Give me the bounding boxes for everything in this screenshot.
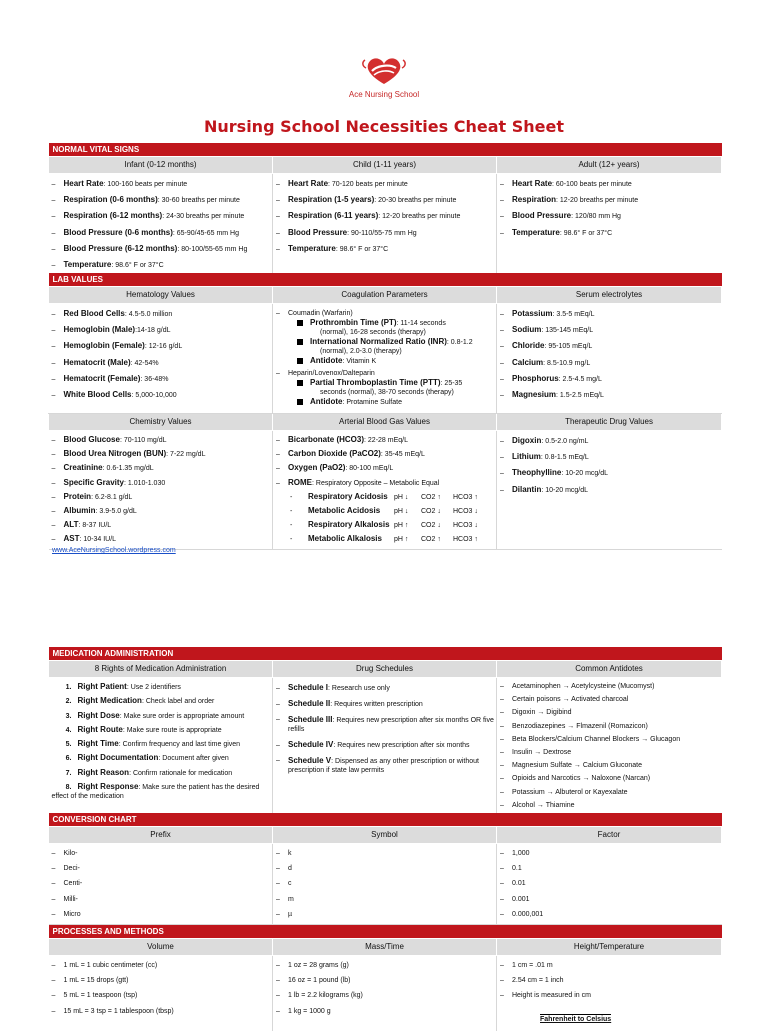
acid-base-row: - Metabolic Alkalosis pH ↑ CO2 ↑ HCO3 ↑ — [290, 534, 478, 544]
column-header: Infant (0-12 months) — [49, 157, 273, 174]
list-item: 8. Right Response: Make sure the patient has the desired effect of the medication — [51, 782, 260, 801]
arrow-right-icon: → — [546, 788, 554, 796]
column-header: Adult (12+ years) — [497, 157, 722, 174]
list-item: – 1 lb = 2.2 kilograms (kg) — [276, 992, 363, 1000]
list-item: – Dilantin: 10-20 mcg/dL — [500, 484, 589, 494]
list-item: – µ — [276, 910, 293, 918]
column-header: Mass/Time — [273, 939, 497, 956]
list-item: Partial Thromboplastin Time (PTT): 25-35 — [276, 378, 494, 388]
acid-base-row: - Metabolic Acidosis pH ↓ CO2 ↓ HCO3 ↓ — [290, 506, 478, 516]
section-heading: NORMAL VITAL SIGNS — [49, 143, 722, 157]
infant-vitals — [49, 174, 273, 278]
adult-vitals — [497, 174, 722, 278]
list-item: Prothrombin Time (PT): 11-14 seconds — [276, 318, 494, 328]
list-item: – Red Blood Cells: 4.5-5.0 million — [51, 309, 173, 318]
list-item: – Digoxin → Digibind — [500, 709, 572, 717]
serum-electrolytes — [497, 304, 722, 414]
list-item: 7. Right Reason: Confirm rationale for medication — [65, 767, 233, 777]
acid-base-row: - Respiratory Acidosis pH ↓ CO2 ↑ HCO3 ↑ — [290, 491, 478, 501]
list-item: – 16 oz = 1 pound (lb) — [276, 977, 351, 985]
list-item: Antidote: Protamine Sulfate — [276, 397, 494, 407]
arrow-right-icon: → — [536, 801, 544, 809]
list-item: – Sodium: 135-145 mEq/L — [500, 325, 594, 335]
list-item: – Hemoglobin (Female): 12-16 g/dL — [51, 341, 183, 351]
section-heading: CONVERSION CHART — [49, 813, 722, 827]
column-header: Symbol — [273, 827, 497, 844]
list-item: – Lithium: 0.8-1.5 mEq/L — [500, 452, 589, 462]
list-item: – 1 mL = 15 drops (gtt) — [51, 977, 129, 985]
list-item: – White Blood Cells: 5,000-10,000 — [51, 390, 177, 400]
volume-list — [49, 956, 273, 1031]
column-header: Arterial Blood Gas Values — [273, 414, 497, 431]
symbol-list — [273, 844, 497, 925]
ace-nursing-school-logo — [362, 56, 406, 86]
bullet-icon — [297, 358, 303, 364]
list-item: – Digoxin: 0.5-2.0 ng/mL — [500, 436, 589, 445]
page-title: Nursing School Necessities Cheat Sheet — [204, 117, 564, 136]
section-heading: MEDICATION ADMINISTRATION — [49, 647, 722, 661]
list-item: – Heart Rate: 60-100 beats per minute — [500, 179, 632, 188]
list-item: – c — [276, 880, 292, 888]
list-item: – Opioids and Narcotics → Naloxone (Narcan) — [500, 775, 651, 783]
list-item: – 1,000 — [500, 850, 530, 857]
processes-methods-table — [48, 925, 722, 1031]
list-item: – Deci- — [51, 865, 80, 873]
list-item: – Chloride: 95-105 mEq/L — [500, 341, 593, 351]
list-item: – Hematocrit (Male): 42-54% — [51, 357, 159, 367]
list-item: – Blood Urea Nitrogen (BUN): 7-22 mg/dL — [51, 449, 206, 459]
brand-name: Ace Nursing School — [348, 90, 420, 99]
column-header: Chemistry Values — [49, 414, 273, 431]
list-item: – d — [276, 865, 292, 873]
list-item: – Respiration (1-5 years): 20-30 breaths per minute — [276, 195, 457, 205]
list-item: Antidote: Vitamin K — [276, 356, 494, 366]
list-item: – Certain poisons → Activated charcoal — [500, 696, 629, 704]
list-item: – 15 mL = 3 tsp = 1 tablespoon (tbsp) — [51, 1007, 174, 1015]
list-item: – Blood Glucose: 70-110 mg/dL — [51, 435, 167, 444]
list-item: – Blood Pressure (6-12 months): 80-100/55-65 mm Hg — [51, 243, 248, 253]
list-item: – k — [276, 850, 292, 857]
list-item-continued: (normal), 2.0-3.0 (therapy) — [320, 348, 402, 355]
therapeutic-drug-values — [497, 431, 722, 550]
arterial-blood-gas-values — [273, 431, 497, 550]
fahrenheit-to-celsius-heading: Fahrenheit to Celsius — [540, 1016, 612, 1023]
list-item: – Bicarbonate (HCO3): 22-28 mEq/L — [276, 435, 408, 444]
drug-schedules — [273, 678, 497, 816]
list-item: – Respiration (6-12 months): 24-30 breaths per minute — [51, 211, 245, 221]
column-header: 8 Rights of Medication Administration — [49, 661, 273, 678]
list-item: – Schedule IV: Requires new prescription after six months — [276, 740, 470, 750]
arrow-right-icon: → — [562, 683, 570, 690]
list-item: – 2.54 cm = 1 inch — [500, 977, 564, 985]
medication-administration-table — [48, 647, 722, 816]
arrow-right-icon: → — [534, 749, 542, 757]
list-item: – Temperature: 98.6° F or 37°C — [51, 260, 164, 270]
list-item: – Height is measured in cm — [500, 992, 591, 1000]
list-item: – Schedule V: Dispensed as any other prescription or without prescription if state law permits — [276, 755, 479, 774]
list-item: 1. Right Patient: Use 2 identifiers — [65, 682, 181, 691]
list-item: – 1 cm = .01 m — [500, 962, 553, 969]
website-link[interactable]: www.AceNursingSchool.wordpress.com — [52, 547, 176, 554]
lab-values-table — [48, 273, 722, 550]
list-item: – 1 oz = 28 grams (g) — [276, 962, 349, 969]
column-header: Child (1-11 years) — [273, 157, 497, 174]
list-item: – Schedule I: Research use only — [276, 683, 390, 692]
list-item: – 1 kg = 1000 g — [276, 1007, 331, 1015]
list-item: – Creatinine: 0.6-1.35 mg/dL — [51, 463, 154, 473]
bullet-icon — [297, 339, 303, 345]
list-item: – Respiration (6-11 years): 12-20 breaths per minute — [276, 211, 461, 221]
arrow-right-icon: → — [567, 722, 575, 730]
arrow-right-icon: → — [573, 762, 581, 770]
section-heading: LAB VALUES — [49, 273, 722, 287]
list-item: – Blood Pressure: 120/80 mm Hg — [500, 211, 621, 221]
list-item: – Potassium: 3.5-5 mEq/L — [500, 309, 595, 318]
list-item: – Respiration: 12-20 breaths per minute — [500, 195, 639, 205]
list-item: – ROME: Respiratory Opposite – Metabolic Equal — [276, 477, 440, 487]
vital-signs-table — [48, 143, 722, 278]
list-item: – Oxygen (PaO2): 80-100 mEq/L — [276, 463, 394, 473]
section-heading: PROCESSES AND METHODS — [49, 925, 722, 939]
list-item: – Centi- — [51, 880, 83, 888]
list-item: – Beta Blockers/Calcium Channel Blockers → Glucagon — [500, 735, 681, 743]
list-item: 2. Right Medication: Check label and order — [65, 696, 215, 706]
list-item: – Magnesium Sulfate → Calcium Gluconate — [500, 762, 642, 770]
list-item: 3. Right Dose: Make sure order is appropriate amount — [65, 710, 245, 720]
list-item: – 1 mL = 1 cubic centimeter (cc) — [51, 962, 158, 969]
list-item: – Calcium: 8.5-10.9 mg/L — [500, 357, 591, 367]
hematology-values — [49, 304, 273, 414]
list-item: – Specific Gravity: 1.010-1.030 — [51, 477, 166, 487]
rights-of-medication — [49, 678, 273, 816]
arrow-right-icon: → — [562, 696, 570, 704]
mass-time-list — [273, 956, 497, 1031]
bullet-icon — [297, 399, 303, 405]
column-header: Factor — [497, 827, 722, 844]
list-item: – Insulin → Dextrose — [500, 749, 572, 757]
factor-list — [497, 844, 722, 925]
list-item: 5. Right Time: Confirm frequency and last time given — [65, 739, 241, 749]
list-item: – ALT: 8-37 IU/L — [51, 520, 112, 530]
arrow-right-icon: → — [641, 735, 649, 743]
list-item: – Milli- — [51, 895, 78, 903]
column-header: Volume — [49, 939, 273, 956]
bullet-icon — [297, 380, 303, 386]
column-header: Height/Temperature — [497, 939, 722, 956]
list-item: – m — [276, 895, 294, 903]
list-item: – 0.000,001 — [500, 910, 544, 918]
list-item: – Potassium → Albuterol or Kayexalate — [500, 788, 628, 796]
conversion-chart-table — [48, 813, 722, 925]
list-item: – Blood Pressure (0-6 months): 65-90/45-65 mm Hg — [51, 227, 240, 237]
list-item: – 0.1 — [500, 865, 522, 873]
list-item: 6. Right Documentation: Document after given — [65, 753, 229, 763]
common-antidotes — [497, 678, 722, 816]
list-item: – Carbon Dioxide (PaCO2): 35-45 mEq/L — [276, 449, 425, 459]
list-item: 4. Right Route: Make sure route is appropriate — [65, 724, 222, 734]
list-item: – Heart Rate: 70-120 beats per minute — [276, 179, 408, 188]
list-item: International Normalized Ratio (INR): 0.8-1.2 — [276, 337, 494, 347]
column-header: Prefix — [49, 827, 273, 844]
list-item: – 0.01 — [500, 880, 526, 888]
list-item: – Schedule II: Requires written prescription — [276, 699, 423, 709]
list-item: – 5 mL = 1 teaspoon (tsp) — [51, 992, 138, 1000]
list-item: – Heart Rate: 100-160 beats per minute — [51, 179, 188, 188]
list-item: – 0.001 — [500, 895, 530, 903]
list-item: – Temperature: 98.6° F or 37°C — [276, 243, 389, 253]
list-item: – Temperature: 98.6° F or 37°C — [500, 227, 613, 237]
column-header: Coagulation Parameters — [273, 287, 497, 304]
arrow-right-icon: → — [537, 709, 545, 717]
arrow-right-icon: → — [582, 775, 590, 783]
prefix-list — [49, 844, 273, 925]
column-header: Common Antidotes — [497, 661, 722, 678]
list-item: – Protein: 6.2-8.1 g/dL — [51, 491, 133, 501]
list-item: – Acetaminophen → Acetylcysteine (Mucomyst) — [500, 683, 655, 690]
list-item: – Respiration (0-6 months): 30-60 breaths per minute — [51, 195, 240, 205]
list-item: – Phosphorus: 2.5-4.5 mg/L — [500, 373, 602, 383]
list-item: – Coumadin (Warfarin) — [276, 310, 353, 317]
column-header: Hematology Values — [49, 287, 273, 304]
list-item: – Blood Pressure: 90-110/55-75 mm Hg — [276, 227, 417, 237]
list-item: – Hemoglobin (Male):14-18 g/dL — [51, 325, 171, 335]
list-item: – Alcohol → Thiamine — [500, 801, 575, 809]
list-item: – Kilo- — [51, 850, 78, 857]
list-item: – Benzodiazepines → Flmazenil (Romazicon) — [500, 722, 648, 730]
column-header: Therapeutic Drug Values — [497, 414, 722, 431]
list-item: – Hematocrit (Female): 36-48% — [51, 373, 169, 383]
list-item: – AST: 10-34 IU/L — [51, 534, 117, 544]
list-item: – Albumin: 3.9-5.0 g/dL — [51, 506, 137, 516]
column-header: Drug Schedules — [273, 661, 497, 678]
child-vitals — [273, 174, 497, 278]
acid-base-row: - Respiratory Alkalosis pH ↑ CO2 ↓ HCO3 ↓ — [290, 520, 478, 530]
list-item: – Magnesium: 1.5-2.5 mEq/L — [500, 390, 604, 400]
list-item: – Theophylline: 10-20 mcg/dL — [500, 468, 609, 478]
chemistry-values — [49, 431, 273, 550]
list-item: – Micro — [51, 910, 81, 918]
list-item-continued: (normal), 16-28 seconds (therapy) — [320, 329, 426, 336]
list-item: – Schedule III: Requires new prescription after six months OR five refills — [276, 715, 494, 734]
bullet-icon — [297, 320, 303, 326]
list-item-continued: seconds (normal), 38-70 seconds (therapy) — [320, 389, 454, 396]
list-item: – Heparin/Lovenox/Dalteparin — [276, 370, 375, 377]
column-header: Serum electrolytes — [497, 287, 722, 304]
coagulation-parameters — [273, 304, 497, 414]
